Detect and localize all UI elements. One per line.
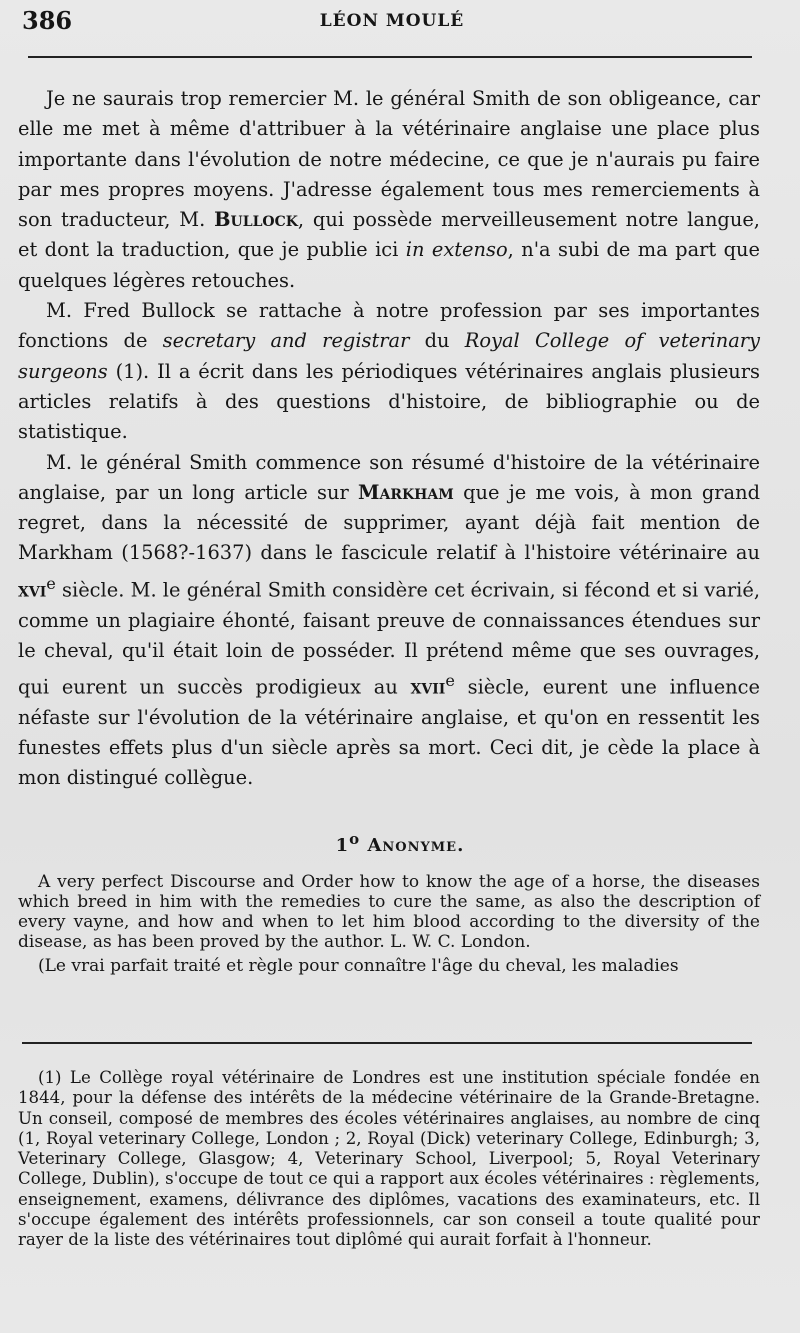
entry-title: A very perfect Discourse and Order how to know the age of a horse, the diseases which breed in him with the remedies to cure the same, as also the description of every vayne, and how and when to let him blood according to the diversity of the disease, as has been proved by the author. L. W. C. London. <box>18 872 760 952</box>
page-number: 386 <box>22 6 73 35</box>
name-markham: Markham <box>358 480 454 504</box>
paragraph-2: M. Fred Bullock se rattache à notre profession par ses importantes fonctions de secretary and registrar du Royal College of veterinary surgeons (1). Il a écrit dans les périodiques vétérinaires anglais plusieurs articles relatifs à des questions d'histoire, de bibliographie ou de statistique. <box>18 299 760 444</box>
italic-royal-college: Royal College of veterinary surgeons <box>18 329 760 383</box>
italic-secretary: secretary and registrar <box>162 329 410 353</box>
section-title: 1$^o$ Anonyme. <box>335 830 465 856</box>
running-head: LÉON MOULÉ <box>319 11 465 31</box>
paragraph-1: Je ne saurais trop remercier M. le général Smith de son obligeance, car elle me met à même d'attribuer à la vétérinaire anglaise une place plus importante dans l'évolution de notre médecine, ce que je n'aurais pu faire par mes propres moyens. J'adresse également tous mes remerciements à son traducteur, M. Bullock, qui possède merveilleusement notre langue, et dont la traduction, que je publie ici in extenso, n'a subi de ma part que quelques légères retouches. <box>18 87 760 292</box>
paragraph-3: M. le général Smith commence son résumé d'histoire de la vétérinaire anglaise, par un long article sur Markham que je me vois, à mon grand regret, dans la nécessité de supprimer, ayant déjà fait mention de Markham (1568?-1637) dans le fascicule relatif à l'histoire vétérinaire au xvi$^e$ siècle. M. le général Smith considère cet écrivain, si fécond et si varié, comme un plagiaire éhonté, faisant preuve de connaissances étendues sur le cheval, qu'il était loin de posséder. Il prétend même que ses ouvrages, qui eurent un succès prodigieux au xvii$^e$ siècle, eurent une influence néfaste sur l'évolution de la vétérinaire anglaise, et qu'on en ressentit les funestes effets plus d'un siècle après sa mort. Ceci dit, je cède la place à mon distingué collègue. <box>18 450 760 790</box>
footnote-rule <box>22 1042 752 1044</box>
main-text <box>18 84 760 794</box>
century-17: xvii <box>410 675 446 699</box>
bibliography-entry <box>18 872 760 976</box>
page-header <box>22 6 762 36</box>
century-16: xvi <box>18 578 47 602</box>
italic-in-extenso: in extenso <box>405 238 508 262</box>
footnote <box>18 1068 760 1251</box>
header-rule <box>28 56 752 58</box>
name-bullock: Bullock <box>214 208 298 232</box>
entry-translation: (Le vrai parfait traité et règle pour connaître l'âge du cheval, les maladies <box>38 956 679 976</box>
footnote-text: (1) Le Collège royal vétérinaire de Londres est une institution spéciale fondée en 1844, pour la défense des intérêts de la médecine vétérinaire de la Grande-Bretagne. Un conseil, composé de membres des écoles vétérinaires anglaises, au nombre de cinq (1, Royal veterinary College, London ; 2, Royal (Dick) veterinary College, Edinburgh; 3, Veterinary College, Glasgow; 4, Veterinary School, Liverpool; 5, Royal Veterinary College, Dublin), s'occupe de tout ce qui a rapport aux écoles vétérinaires : règlements, enseignement, examens, délivrance des diplômes, vacations des examinateurs, etc. Il s'occupe également des intérêts professionnels, car son conseil a toute qualité pour rayer de la liste des vétérinaires tout diplômé qui aurait forfait à l'honneur. <box>18 1068 760 1250</box>
